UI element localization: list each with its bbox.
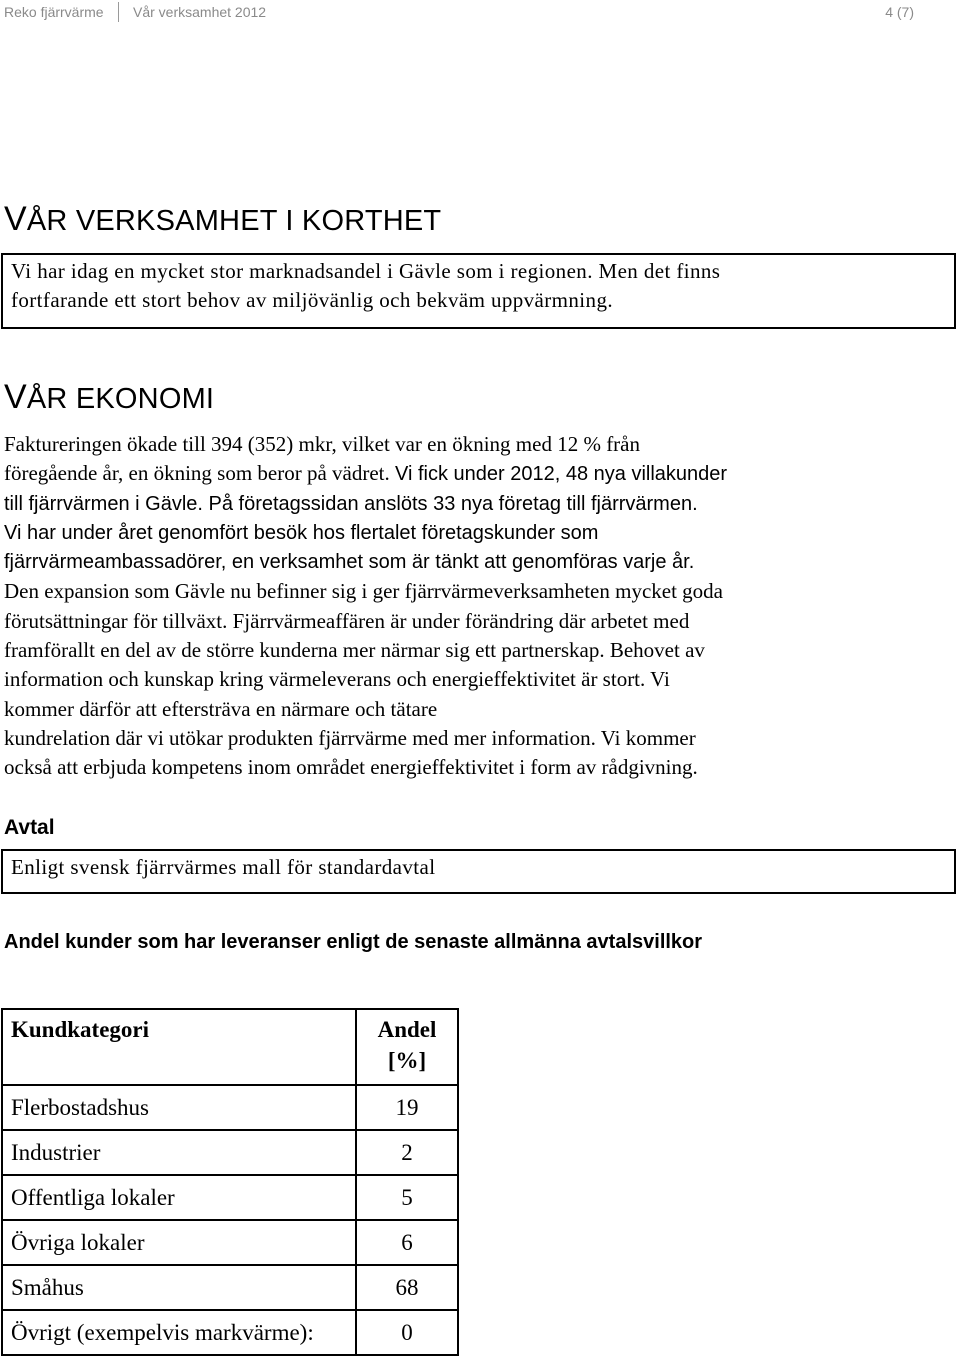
- customer-share-table: [1, 1008, 459, 1356]
- cell-share: 5: [356, 1175, 458, 1220]
- table-header-row: [2, 1009, 458, 1085]
- economy-line: fjärrvärmeambassadörer, en verksamhet som är tänkt att genomföras varje år.: [4, 551, 695, 574]
- cell-share: 6: [356, 1220, 458, 1265]
- cell-share: 2: [356, 1130, 458, 1175]
- table-row: [2, 1130, 458, 1175]
- avtal-heading: Avtal: [4, 816, 55, 839]
- economy-line: också att erbjuda kompetens inom området energieffektivitet i form av rådgivning.: [4, 755, 698, 780]
- summary-box: [1, 253, 956, 329]
- cell-category: Offentliga lokaler: [2, 1175, 356, 1220]
- section-title-ekonomi: VÅR EKONOMI: [4, 378, 215, 416]
- avtal-box: [1, 849, 956, 894]
- table-row: [2, 1310, 458, 1355]
- summary-line-2: fortfarande ett stort behov av miljövänlig och bekväm uppvärmning.: [11, 288, 613, 312]
- economy-line: till fjärrvärmen i Gävle. På företagssidan anslöts 33 nya företag till fjärrvärmen.: [4, 492, 698, 515]
- cell-category: Flerbostadshus: [2, 1085, 356, 1130]
- economy-line: framförallt en del av de större kunderna mer närmar sig ett partnerskap. Behovet av: [4, 638, 705, 663]
- economy-line: information och kunskap kring värmeleverans och energieffektivitet är stort. Vi: [4, 667, 670, 692]
- table-row: [2, 1085, 458, 1130]
- cell-share: 19: [356, 1085, 458, 1130]
- header-company: Reko fjärrvärme: [4, 4, 104, 20]
- summary-line-1: Vi har idag en mycket stor marknadsandel i Gävle som i regionen. Men det finns: [11, 259, 721, 283]
- economy-line: kundrelation där vi utökar produkten fjärrvärme med mer information. Vi kommer: [4, 725, 696, 750]
- cell-share: 68: [356, 1265, 458, 1310]
- cell-category: Övrigt (exempelvis markvärme):: [2, 1310, 356, 1355]
- cell-category: Industrier: [2, 1130, 356, 1175]
- economy-line: Vi har under året genomfört besök hos flertalet företagskunder som: [4, 521, 599, 544]
- economy-line: kommer därför att eftersträva en närmare och tätare: [4, 696, 438, 721]
- cell-category: Småhus: [2, 1265, 356, 1310]
- column-header-category: Kundkategori: [2, 1009, 356, 1085]
- cell-category: Övriga lokaler: [2, 1220, 356, 1265]
- economy-line: föregående år, en ökning som beror på vädret. Vi fick under 2012, 48 nya villakunder: [4, 461, 728, 486]
- avtal-text: Enligt svensk fjärrvärmes mall för standardavtal: [11, 855, 436, 879]
- header-separator: [118, 2, 119, 22]
- header-document-title: Vår verksamhet 2012: [133, 4, 267, 20]
- cell-share: 0: [356, 1310, 458, 1355]
- table-row: [2, 1220, 458, 1265]
- section-title-verksamhet: VÅR VERKSAMHET I KORTHET: [4, 200, 442, 238]
- table-row: [2, 1175, 458, 1220]
- economy-paragraph: [4, 430, 934, 783]
- header-page-number: 4 (7): [885, 4, 914, 20]
- economy-line: Den expansion som Gävle nu befinner sig i ger fjärrvärmeverksamheten mycket goda: [4, 579, 724, 604]
- economy-line: förutsättningar för tillväxt. Fjärrvärmeaffären är under förändring där arbetet med: [4, 608, 690, 633]
- table-row: [2, 1265, 458, 1310]
- economy-line: Faktureringen ökade till 394 (352) mkr, vilket var en ökning med 12 % från: [4, 432, 640, 456]
- andel-heading: Andel kunder som har leveranser enligt de senaste allmänna avtalsvillkor: [4, 931, 703, 953]
- column-header-share: Andel [%]: [356, 1009, 458, 1085]
- page-header: [0, 0, 960, 26]
